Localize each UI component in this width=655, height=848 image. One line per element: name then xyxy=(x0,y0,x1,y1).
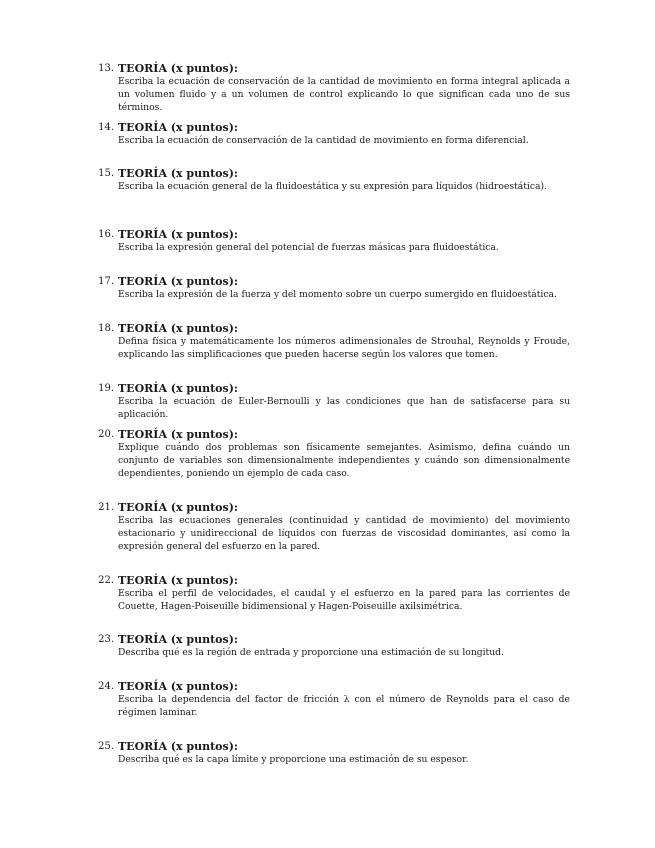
question-text: Escriba la ecuación general de la fluidoestática y su expresión para líquidos (hidroestática). xyxy=(118,181,547,192)
question-heading: TEORÍA (x puntos): xyxy=(118,167,238,180)
question-text: Escriba el perfil de velocidades, el caudal y el esfuerzo en la pared para las corrientes de Couette, Hagen-Poiseuille bidimensional y Hagen-Poiseuille axilsimétrica. xyxy=(118,588,570,612)
question-text: Escriba la ecuación de conservación de la cantidad de movimiento en forma integral aplicada a un volumen fluido y a un volumen de control explicando lo que significan cada uno de sus términos. xyxy=(118,76,570,113)
question-number: 23. xyxy=(98,634,114,645)
question-heading: TEORÍA (x puntos): xyxy=(118,228,238,241)
question-heading: TEORÍA (x puntos): xyxy=(118,740,238,753)
question-13 xyxy=(92,62,570,114)
question-text: Escriba la dependencia del factor de fricción λ con el número de Reynolds para el caso de régimen laminar. xyxy=(118,694,570,718)
question-heading: TEORÍA (x puntos): xyxy=(118,382,238,395)
question-text: Escriba la ecuación de Euler-Bernoulli y las condiciones que han de satisfacerse para su aplicación. xyxy=(118,396,570,420)
question-text: Defina física y matemáticamente los números adimensionales de Strouhal, Reynolds y Froude, explicando las simplificaciones que pueden hacerse según los valores que tomen. xyxy=(118,336,570,360)
question-number: 13. xyxy=(98,63,114,74)
question-number: 24. xyxy=(98,681,114,692)
question-18 xyxy=(92,322,570,361)
question-number: 20. xyxy=(98,429,114,440)
question-number: 22. xyxy=(98,575,114,586)
question-text: Escriba la ecuación de conservación de la cantidad de movimiento en forma diferencial. xyxy=(118,135,529,146)
question-22 xyxy=(92,574,570,613)
question-number: 15. xyxy=(98,168,114,179)
question-number: 14. xyxy=(98,122,114,133)
question-20 xyxy=(92,428,570,480)
question-text: Describa qué es la capa límite y proporcione una estimación de su espesor. xyxy=(118,754,469,765)
question-19 xyxy=(92,382,570,421)
question-heading: TEORÍA (x puntos): xyxy=(118,322,238,335)
question-16 xyxy=(92,228,570,254)
question-15 xyxy=(92,167,570,193)
question-heading: TEORÍA (x puntos): xyxy=(118,428,238,441)
question-heading: TEORÍA (x puntos): xyxy=(118,121,238,134)
question-text: Escriba las ecuaciones generales (continuidad y cantidad de movimiento) del movimiento estacionario y unidireccional de líquidos con fuerzas de viscosidad dominantes, así como la expresión general del esfuerzo en la pared. xyxy=(118,515,570,552)
question-text: Escriba la expresión de la fuerza y del momento sobre un cuerpo sumergido en fluidoestática. xyxy=(118,289,557,300)
question-text: Escriba la expresión general del potencial de fuerzas másicas para fluidoestática. xyxy=(118,242,499,253)
question-text: Explique cuándo dos problemas son físicamente semejantes. Asimismo, defina cuándo un conjunto de variables son dimensionalmente independientes y cuándo son dimensionalmente dependientes, poniendo un ejemplo de cada caso. xyxy=(118,442,570,479)
question-heading: TEORÍA (x puntos): xyxy=(118,574,238,587)
question-number: 17. xyxy=(98,276,114,287)
question-21 xyxy=(92,501,570,553)
question-heading: TEORÍA (x puntos): xyxy=(118,62,238,75)
question-17 xyxy=(92,275,570,301)
question-heading: TEORÍA (x puntos): xyxy=(118,633,238,646)
question-23 xyxy=(92,633,570,659)
question-number: 19. xyxy=(98,383,114,394)
question-text: Describa qué es la región de entrada y proporcione una estimación de su longitud. xyxy=(118,647,504,658)
question-number: 16. xyxy=(98,229,114,240)
question-24 xyxy=(92,680,570,719)
question-heading: TEORÍA (x puntos): xyxy=(118,501,238,514)
question-14 xyxy=(92,121,570,147)
question-number: 18. xyxy=(98,323,114,334)
question-25 xyxy=(92,740,570,766)
question-number: 21. xyxy=(98,502,114,513)
question-heading: TEORÍA (x puntos): xyxy=(118,275,238,288)
question-heading: TEORÍA (x puntos): xyxy=(118,680,238,693)
question-number: 25. xyxy=(98,741,114,752)
